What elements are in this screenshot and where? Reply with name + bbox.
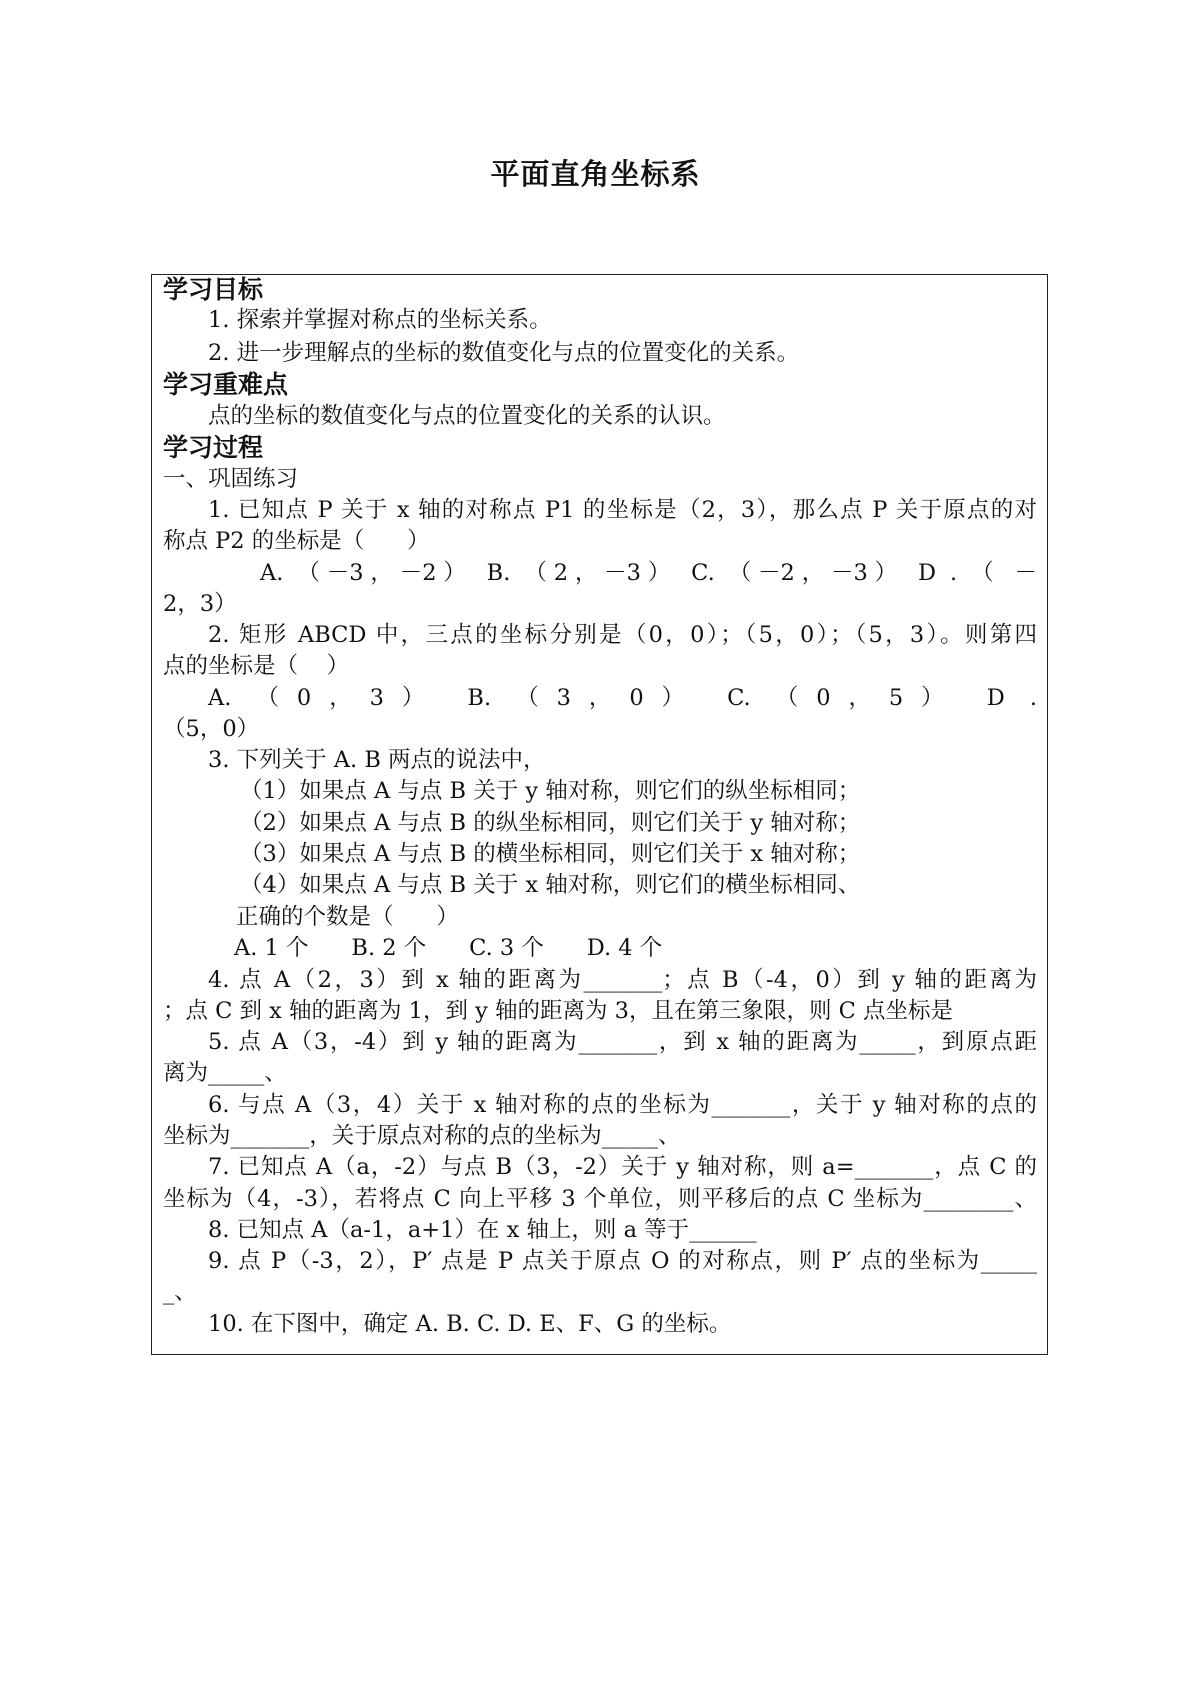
question-2-line-1: 2. 矩形 ABCD 中，三点的坐标分别是（0，0）；（5，0）；（5，3）。则第四 (208, 622, 1037, 648)
goals-heading: 学习目标 (163, 275, 264, 304)
question-10-line-1: 10. 在下图中，确定 A. B. C. D. E、F、G 的坐标。 (208, 1311, 732, 1337)
process-heading: 学习过程 (163, 433, 264, 462)
question-4-line-1: 4. 点 A（2，3）到 x 轴的距离为_______；点 B（-4，0）到 y 轴的距离为 (208, 967, 1037, 993)
question-1-line-1: 1. 已知点 P 关于 x 轴的对称点 P1 的坐标是（2，3），那么点 P 关于原点的对 (208, 497, 1037, 523)
question-3-statement-4: （4）如果点 A 与点 B 关于 x 轴对称，则它们的横坐标相同、 (240, 872, 861, 898)
goal-item-2: 2. 进一步理解点的坐标的数值变化与点的位置变化的关系。 (208, 340, 800, 366)
question-9-line-1: 9. 点 P（-3，2），P′ 点是 P 点关于原点 O 的对称点，则 P′ 点的坐标为_____ (208, 1248, 1037, 1274)
question-3-options: A. 1 个 B. 2 个 C. 3 个 D. 4 个 (234, 935, 663, 961)
goal-item-1: 1. 探索并掌握对称点的坐标关系。 (208, 307, 552, 333)
question-2-line-2: 点的坐标是（ ） (163, 653, 350, 679)
question-6-line-1: 6. 与点 A（3，4）关于 x 轴对称的点的坐标为_______，关于 y 轴对称的点的 (208, 1092, 1037, 1118)
question-2-options-wrap: （5，0） (163, 716, 260, 742)
question-5-line-2: 离为_____、 (163, 1060, 287, 1086)
question-7-line-2: 坐标为（4，-3），若将点 C 向上平移 3 个单位，则平移后的点 C 坐标为________、 (163, 1186, 1037, 1212)
question-3-statement-2: （2）如果点 A 与点 B 的纵坐标相同，则它们关于 y 轴对称； (240, 810, 861, 836)
question-1-line-2: 称点 P2 的坐标是（ ） (163, 528, 430, 554)
question-3-line-1: 3. 下列关于 A. B 两点的说法中， (208, 747, 546, 773)
key-points-heading: 学习重难点 (163, 370, 289, 399)
question-6-line-2: 坐标为_______，关于原点对称的点的坐标为_____、 (163, 1123, 681, 1149)
question-9-line-2: _、 (163, 1279, 197, 1305)
key-points-text: 点的坐标的数值变化与点的位置变化的关系的认识。 (208, 403, 726, 429)
question-3-statement-1: （1）如果点 A 与点 B 关于 y 轴对称，则它们的纵坐标相同； (240, 778, 861, 804)
question-7-line-1: 7. 已知点 A（a，-2）与点 B（3，-2）关于 y 轴对称，则 a=_______，点 C 的 (208, 1154, 1037, 1180)
question-3-statement-3: （3）如果点 A 与点 B 的横坐标相同，则它们关于 x 轴对称； (240, 841, 861, 867)
question-4-line-2: ；点 C 到 x 轴的距离为 1，到 y 轴的距离为 3，且在第三象限，则 C 点坐标是 (163, 998, 953, 1024)
part-one-label: 一、巩固练习 (163, 466, 299, 492)
question-5-line-1: 5. 点 A（3，-4）到 y 轴的距离为_______，到 x 轴的距离为_____，到原点距 (208, 1029, 1037, 1055)
question-1-options: A. （－3，－2） B. （2，－3） C. （－2，－3） D . （ － (260, 560, 1037, 586)
question-8-line-1: 8. 已知点 A（a-1，a+1）在 x 轴上，则 a 等于______ (208, 1217, 757, 1243)
content-box (151, 274, 1048, 1355)
question-1-options-wrap: 2，3） (163, 591, 237, 617)
question-3-ask: 正确的个数是（ ） (236, 904, 459, 930)
question-2-options: A. （0，3） B. （3，0） C. （0，5） D . (208, 685, 1037, 711)
page-title: 平面直角坐标系 (490, 157, 701, 191)
